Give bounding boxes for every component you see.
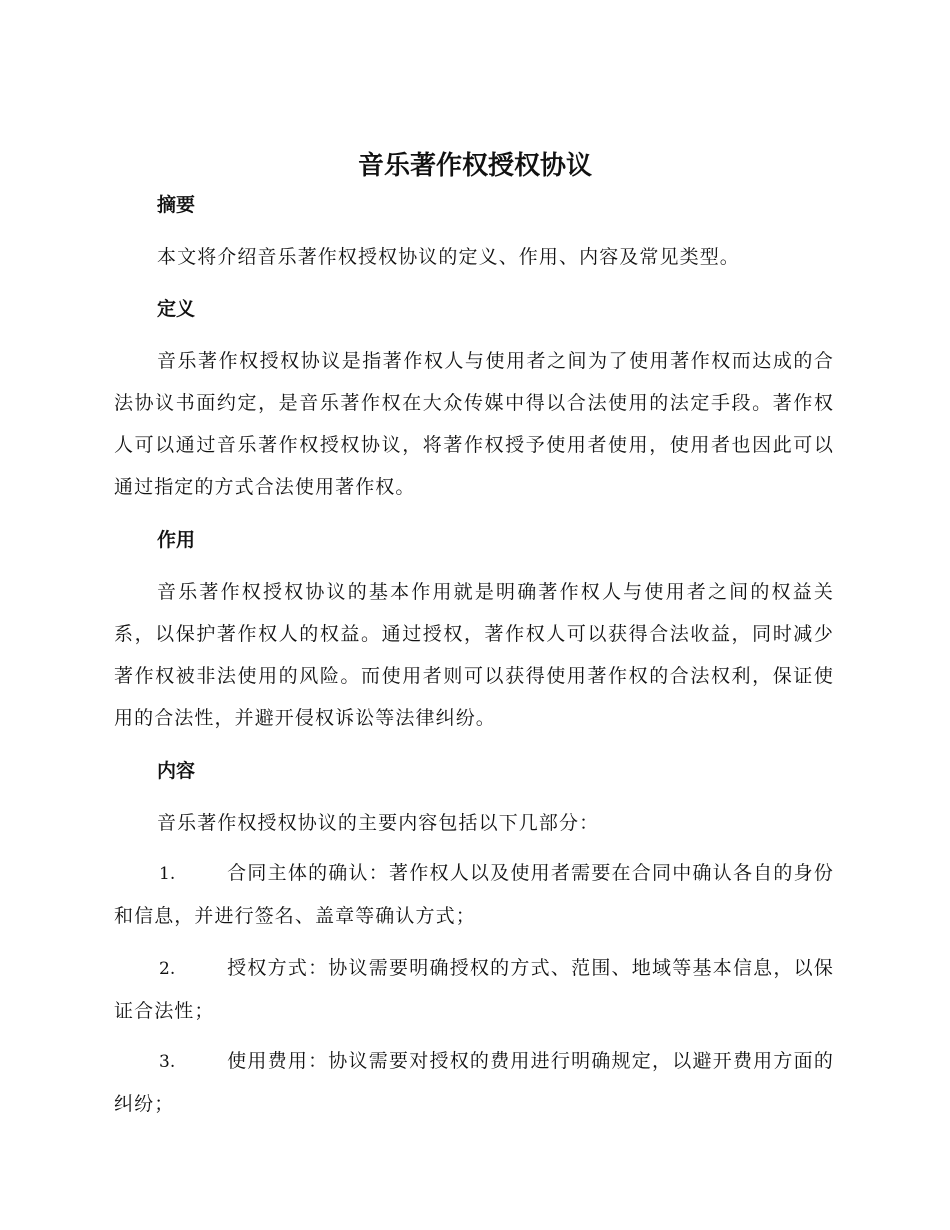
- content-heading: 内容: [157, 760, 196, 782]
- definition-paragraph: 音乐著作权授权协议是指著作权人与使用者之间为了使用著作权而达成的合法协议书面约定，是音乐著作权在大众传媒中得以合法使用的法定手段。著作权人可以通过音乐著作权授权协议，将著作权授予使用者使用，使用者也因此可以通过指定的方式合法使用著作权。: [114, 350, 834, 498]
- list-item: [114, 852, 834, 937]
- abstract-paragraph: 本文将介绍音乐著作权授权协议的定义、作用、内容及常见类型。: [157, 246, 740, 268]
- list-item-text: 授权方式：协议需要明确授权的方式、范围、地域等基本信息，以保证合法性；: [114, 957, 834, 1022]
- abstract-heading: 摘要: [157, 194, 196, 216]
- list-item-text: 使用费用：协议需要对授权的费用进行明确规定，以避开费用方面的纠纷；: [114, 1050, 834, 1115]
- definition-heading: 定义: [157, 298, 196, 320]
- content-intro: 音乐著作权授权协议的主要内容包括以下几部分：: [157, 812, 600, 834]
- list-item-number: 2.: [159, 959, 176, 979]
- list-item-number: 3.: [159, 1052, 176, 1072]
- list-item-text: 合同主体的确认：著作权人以及使用者需要在合同中确认各自的身份和信息，并进行签名、盖章等确认方式；: [114, 862, 834, 927]
- document-title: 音乐著作权授权协议: [357, 151, 592, 181]
- list-item: [114, 1040, 834, 1125]
- list-item: [114, 947, 834, 1032]
- function-paragraph: 音乐著作权授权协议的基本作用就是明确著作权人与使用者之间的权益关系，以保护著作权人的权益。通过授权，著作权人可以获得合法收益，同时减少著作权被非法使用的风险。而使用者则可以获得使用著作权的合法权利，保证使用的合法性，并避开侵权诉讼等法律纠纷。: [114, 581, 834, 729]
- list-item-number: 1.: [159, 864, 176, 884]
- function-heading: 作用: [157, 529, 196, 551]
